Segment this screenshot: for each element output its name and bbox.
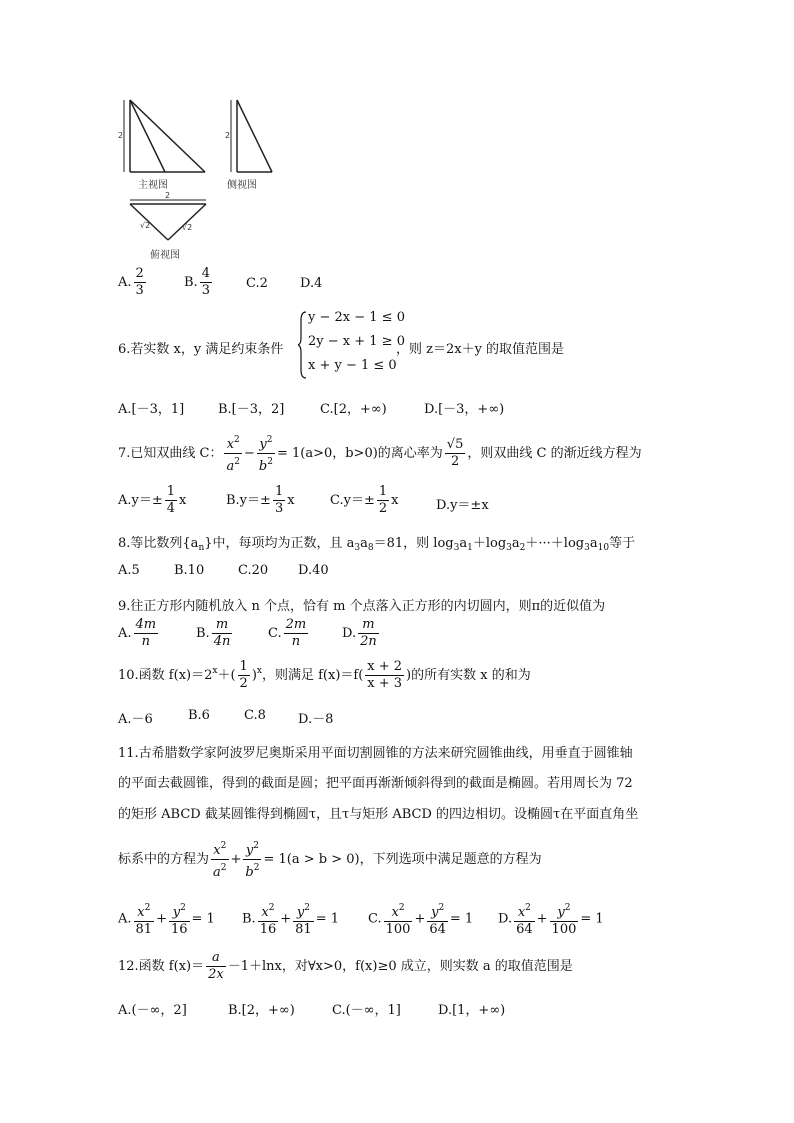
q10-option-d[interactable]: D.－8 (298, 712, 334, 727)
q8-option-b[interactable]: B.10 (174, 563, 205, 578)
q9-option-d[interactable]: D. $\frac{m}{2n}$ (342, 617, 377, 649)
front-dim-label: 2 (118, 131, 124, 140)
top-view-caption: 俯视图 (150, 250, 180, 261)
q12-option-d[interactable]: D.[1，+∞) (438, 1003, 506, 1018)
q6-option-b[interactable]: B.[－3，2] (218, 402, 285, 417)
q6-option-d[interactable]: D.[－3，+∞) (424, 402, 505, 417)
top-sqrt2-left: √2 (140, 221, 151, 230)
q10-option-c[interactable]: C.8 (244, 708, 266, 723)
q5-option-b[interactable] (184, 266, 214, 299)
q9-option-a[interactable]: A. $\frac{4m}{n}$ (118, 617, 157, 649)
q10-option-a[interactable]: A.－6 (118, 712, 153, 727)
q11-line-2: 的平面去截圆锥，得到的截面是圆；把平面再渐渐倾斜得到的截面是椭圆。若用周长为 72 (118, 776, 633, 791)
q11-option-b[interactable]: B. $\frac{x^2}{16}$ + $\frac{y^2}{81}$ = 1 (242, 900, 339, 938)
q6-option-c[interactable]: C.[2，+∞) (320, 402, 387, 417)
q8-option-c[interactable]: C.20 (238, 563, 269, 578)
q8-option-a[interactable]: A.5 (118, 563, 140, 578)
q9-stem: 9.往正方形内随机放入 n 个点，恰有 m 个点落入正方形的内切圆内，则π的近似值为 (118, 599, 606, 614)
side-dim-label: 2 (225, 131, 231, 140)
fraction: $\frac{2}{3}$ (135, 266, 144, 298)
q8-stem: 8.等比数列$\{a_n\}$中，每项均为正数，且 $a_3a_8=81$，则 $\log_3a_1+\log_3a_2+\cdot\cdot\cdot+\log_3a_{10}$等于 (118, 536, 636, 553)
q11-line-1: 11.古希腊数学家阿波罗尼奥斯采用平面切割圆锥的方法来研究圆锥曲线，用垂直于圆锥轴 (118, 746, 633, 761)
q11-line-3: 的矩形 ABCD 截某圆锥得到椭圆τ，且τ与矩形 ABCD 的四边相切。设椭圆τ在平面直角坐 (118, 807, 639, 822)
side-view-drawing (231, 100, 272, 172)
brace-icon (298, 310, 308, 380)
top-sqrt2-right: √2 (182, 223, 193, 232)
q8-option-d[interactable]: D.40 (298, 563, 329, 578)
q7-option-d[interactable]: D.y＝±x (436, 498, 489, 513)
q11-option-d[interactable]: D. $\frac{x^2}{64}$ + $\frac{y^2}{100}$ = 1 (498, 900, 604, 938)
q5-option-d[interactable]: D.4 (300, 276, 323, 291)
q12-option-c[interactable]: C.(－∞，1] (332, 1003, 401, 1018)
q7-stem: 7.已知双曲线 C： $\frac{x^2}{a^2}$ − $\frac{y^2}{b^2}$ = 1(a>0，b>0)的离心率为 $\frac{√5}{2}$ ，则双曲线 C 的渐近线方程为 (118, 432, 642, 475)
q7-option-a[interactable]: A.y＝± $\frac{1}{4}$ x (118, 484, 187, 516)
q12-stem: 12.函数 f(x)＝ $\frac{a}{2x}$ －1＋lnx，对∀x>0，f(x)≥0 成立，则实数 a 的取值范围是 (118, 950, 573, 982)
side-view-caption: 侧视图 (227, 180, 257, 191)
q6-stem-suffix: ，则 z＝2x＋y 的取值范围是 (396, 342, 565, 357)
q10-option-b[interactable]: B.6 (188, 708, 210, 723)
option-label: A. (118, 275, 132, 290)
q5-option-a[interactable] (118, 266, 148, 299)
q11-option-a[interactable]: A. $\frac{x^2}{81}$ + $\frac{y^2}{16}$ = 1 (118, 900, 215, 938)
q12-option-a[interactable]: A.(－∞，2] (118, 1003, 187, 1018)
q7-option-b[interactable]: B.y＝± $\frac{1}{3}$ x (226, 484, 295, 516)
q11-option-c[interactable]: C. $\frac{x^2}{100}$ + $\frac{y^2}{64}$ = 1 (368, 900, 473, 938)
q7-option-c[interactable]: C.y＝± $\frac{1}{2}$ x (330, 484, 399, 516)
q6-option-a[interactable]: A.[－3，1] (118, 402, 185, 417)
q6-constraint-1: y − 2x − 1 ≤ 0 (308, 310, 405, 325)
q12-option-b[interactable]: B.[2，+∞) (228, 1003, 295, 1018)
q9-option-c[interactable]: C. $\frac{2m}{n}$ (268, 617, 307, 649)
q6-constraint-3: x + y − 1 ≤ 0 (308, 358, 397, 373)
q10-stem: 10.函数 $f(x)=2^x+$( $\frac{1}{2}$ )$^x$，则满足 f(x)＝f( $\frac{x + 2}{x + 3}$ )的所有实数 x 的和为 (118, 659, 531, 691)
q5-option-c[interactable]: C.2 (246, 276, 268, 291)
option-label: B. (184, 275, 198, 290)
q6-stem-prefix: 6.若实数 x，y 满足约束条件 (118, 342, 284, 357)
top-view-drawing (130, 200, 206, 240)
front-view-drawing (124, 100, 205, 172)
fraction: $\frac{4}{3}$ (201, 266, 210, 298)
q9-option-b[interactable]: B. $\frac{m}{4n}$ (196, 617, 231, 649)
front-view-caption: 主视图 (138, 180, 168, 191)
q11-line-4: 标系中的方程为 $\frac{x^2}{a^2}$ + $\frac{y^2}{b^2}$ = 1(a > b > 0)，下列选项中满足题意的方程为 (118, 838, 542, 881)
q6-constraint-2: 2y − x + 1 ≥ 0 (308, 334, 405, 349)
top-dim-label: 2 (165, 191, 171, 200)
